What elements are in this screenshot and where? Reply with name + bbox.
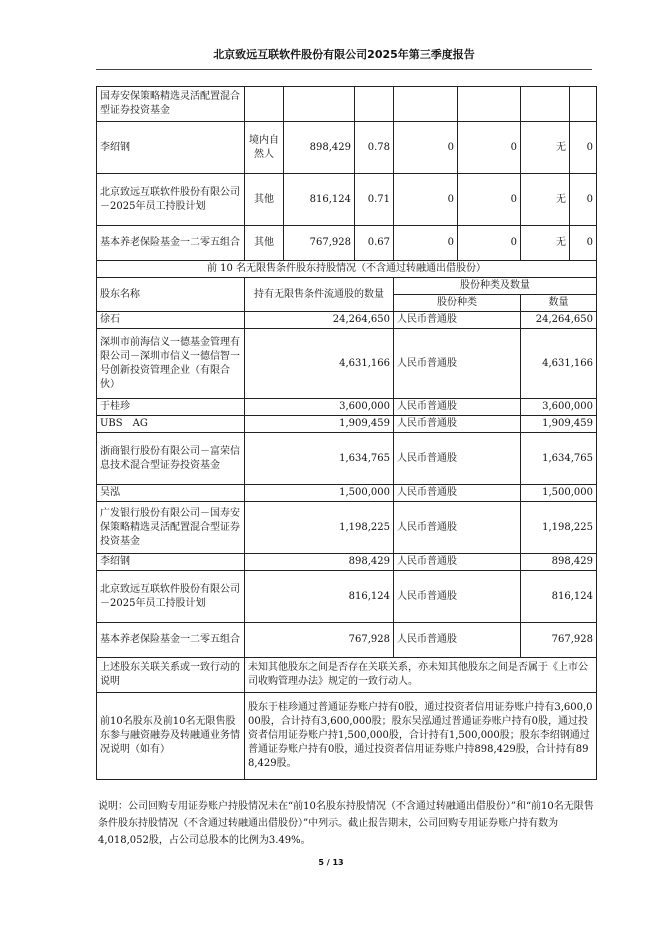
table-row — [97, 485, 597, 502]
unrestricted-shares: 24,264,650 — [245, 312, 394, 329]
table-row — [97, 312, 597, 329]
share-qty: 1,634,765 — [521, 433, 597, 485]
pledged-shares: 0 — [458, 122, 521, 174]
holder-type — [245, 87, 284, 122]
shareholders-table — [96, 86, 597, 780]
shares-held: 767,928 — [284, 226, 355, 261]
share-kind: 人民币普通股 — [394, 571, 521, 623]
col-header-qty: 数量 — [521, 295, 597, 312]
unrestricted-shares: 816,124 — [245, 571, 394, 623]
restricted-shares — [394, 87, 458, 122]
unrestricted-shares: 3,600,000 — [245, 399, 394, 416]
holder-name: UBS AG — [97, 416, 245, 433]
share-qty: 3,600,000 — [521, 399, 597, 416]
unrestricted-shares: 1,909,459 — [245, 416, 394, 433]
pledge-qty: 0 — [570, 226, 597, 261]
share-qty: 1,198,225 — [521, 502, 597, 554]
shares-held: 816,124 — [284, 174, 355, 226]
share-kind: 人民币普通股 — [394, 502, 521, 554]
share-kind: 人民币普通股 — [394, 416, 521, 433]
table-row — [97, 399, 597, 416]
relation-text: 未知其他股东之间是否存在关联关系，亦未知其他股东之间是否属于《上市公司收购管理办法》规定的一致行动人。 — [245, 658, 597, 693]
restricted-shares: 0 — [394, 226, 458, 261]
pledged-shares: 0 — [458, 174, 521, 226]
col-header-kind-group: 股份种类及数量 — [394, 278, 597, 295]
pledged-shares — [458, 87, 521, 122]
relation-row — [97, 658, 597, 693]
pledge-status: 无 — [521, 174, 570, 226]
share-qty: 816,124 — [521, 571, 597, 623]
share-kind: 人民币普通股 — [394, 312, 521, 329]
pledge-qty: 0 — [570, 174, 597, 226]
holder-name: 浙商银行股份有限公司－富荣信息技术混合型证券投资基金 — [97, 433, 245, 485]
margin-trading-row — [97, 693, 597, 780]
holder-name: 基本养老保险基金一二零五组合 — [97, 226, 245, 261]
holder-name: 国寿安保策略精选灵活配置混合型证券投资基金 — [97, 87, 245, 122]
pledge-qty: 0 — [570, 122, 597, 174]
column-header-row — [97, 278, 597, 295]
holder-name: 北京致远互联软件股份有限公司－2025年员工持股计划 — [97, 571, 245, 623]
footnote: 说明：公司回购专用证券账户持股情况未在“前10名股东持股情况（不含通过转融通出借股份）”和“前10名无限售条件股东持股情况（不含通过转融通出借股份）”中列示。截止报告期末，公司回购专用证券账户持有数为4,018,052股，占公司总股本的比例为3.49%。 — [98, 801, 594, 846]
share-kind: 人民币普通股 — [394, 329, 521, 399]
pledge-status: 无 — [521, 226, 570, 261]
table-row — [97, 87, 597, 122]
share-kind: 人民币普通股 — [394, 485, 521, 502]
holder-name: 李绍钢 — [97, 554, 245, 571]
holder-name: 吴泓 — [97, 485, 245, 502]
holder-name: 深圳市前海信义一德基金管理有限公司－深圳市信义一德信智一号创新投资管理企业（有限合伙） — [97, 329, 245, 399]
unrestricted-shares: 1,198,225 — [245, 502, 394, 554]
table-row — [97, 623, 597, 658]
table-row — [97, 571, 597, 623]
table-row — [97, 226, 597, 261]
pledge-status — [521, 87, 570, 122]
holder-name: 李绍钢 — [97, 122, 245, 174]
relation-label: 上述股东关联关系或一致行动的说明 — [97, 658, 245, 693]
unrestricted-shares: 898,429 — [245, 554, 394, 571]
pledge-status: 无 — [521, 122, 570, 174]
holder-name: 徐石 — [97, 312, 245, 329]
ratio: 0.67 — [355, 226, 394, 261]
unrestricted-shares: 1,634,765 — [245, 433, 394, 485]
holder-name: 广发银行股份有限公司－国寿安保策略精选灵活配置混合型证券投资基金 — [97, 502, 245, 554]
share-qty: 898,429 — [521, 554, 597, 571]
share-kind: 人民币普通股 — [394, 399, 521, 416]
ratio — [355, 87, 394, 122]
share-qty: 767,928 — [521, 623, 597, 658]
table-row — [97, 174, 597, 226]
table-row — [97, 554, 597, 571]
holder-name: 基本养老保险基金一二零五组合 — [97, 623, 245, 658]
holder-type: 境内自然人 — [245, 122, 284, 174]
page-header: 北京致远互联软件股份有限公司2025年第三季度报告 — [96, 46, 592, 70]
holder-type: 其他 — [245, 226, 284, 261]
margin-trading-label: 前10名股东及前10名无限售股东参与融资融券及转融通业务情况说明（如有） — [97, 693, 245, 780]
shares-held: 898,429 — [284, 122, 355, 174]
col-header-shares: 持有无限售条件流通股的数量 — [245, 278, 394, 312]
share-qty: 1,909,459 — [521, 416, 597, 433]
margin-trading-text: 股东于桂珍通过普通证券账户持有0股，通过投资者信用证券账户持有3,600,000股，合计持有3,600,000股；股东吴泓通过普通证券账户持有0股，通过投资者信用证券账户持1,500,000股，合计持有1,500,000股；股东李绍钢通过普通证券账户持有0股，通过投资者信用证券账户持898,429股，合计持有898,429股。 — [245, 693, 597, 780]
section-title-row — [97, 261, 597, 278]
pledged-shares: 0 — [458, 226, 521, 261]
share-qty: 24,264,650 — [521, 312, 597, 329]
col-header-name: 股东名称 — [97, 278, 245, 312]
share-qty: 1,500,000 — [521, 485, 597, 502]
section-title: 前 10 名无限售条件股东持股情况（不含通过转融通出借股份） — [97, 261, 597, 278]
unrestricted-shares: 1,500,000 — [245, 485, 394, 502]
restricted-shares: 0 — [394, 122, 458, 174]
share-kind: 人民币普通股 — [394, 623, 521, 658]
table-row — [97, 433, 597, 485]
pledge-qty — [570, 87, 597, 122]
unrestricted-shares: 4,631,166 — [245, 329, 394, 399]
holder-name: 北京致远互联软件股份有限公司－2025年员工持股计划 — [97, 174, 245, 226]
ratio: 0.78 — [355, 122, 394, 174]
share-qty: 4,631,166 — [521, 329, 597, 399]
ratio: 0.71 — [355, 174, 394, 226]
page-number: 5 / 13 — [318, 858, 344, 867]
unrestricted-shares: 767,928 — [245, 623, 394, 658]
col-header-kind: 股份种类 — [394, 295, 521, 312]
holder-name: 于桂珍 — [97, 399, 245, 416]
restricted-shares: 0 — [394, 174, 458, 226]
table-row — [97, 329, 597, 399]
share-kind: 人民币普通股 — [394, 433, 521, 485]
shares-held — [284, 87, 355, 122]
share-kind: 人民币普通股 — [394, 554, 521, 571]
table-row — [97, 416, 597, 433]
table-row — [97, 502, 597, 554]
table-row — [97, 122, 597, 174]
holder-type: 其他 — [245, 174, 284, 226]
